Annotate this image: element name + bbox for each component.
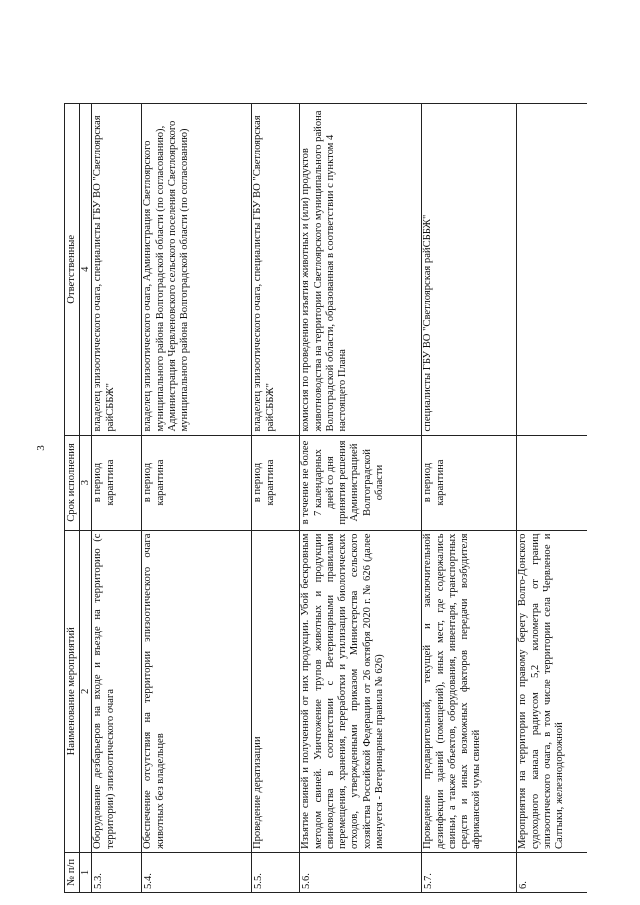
measure-term: в период карантина (252, 435, 300, 530)
measure-name: Изъятие свиней и полученной от них продукции. Убой бескровным методом свиней. Уничтожение трупов животных и продукции свиноводства в соответствии с Ветеринарными правилами перемещения, хранения, переработки и утилизации биологических отходов, утвержденными приказом Министерства сельского хозяйства Российской Федерации от 26 октября 2020 г. № 626 (далее именуется - Ветеринарные правила № 626) (300, 530, 422, 853)
measure-responsible: специалисты ГБУ ВО "Светлоярская райСББЖ" (422, 104, 517, 436)
measure-responsible (517, 104, 587, 436)
measure-name: Мероприятия на территории по правому берегу Волго-Донского судоходного канала радиусом 5,2 километра от границ эпизоотического очага, в том числе территории села Червленое и Салтыки, железнодорожной (517, 530, 587, 853)
header-num: № п/п (65, 853, 80, 893)
column-index: 2 (80, 530, 92, 853)
table-row (252, 104, 300, 893)
measure-name: Проведение предварительной, текущей и заключительной дезинфекции зданий (помещений), иных мест, где содержались свиньи, а также объектов, оборудования, инвентаря, транспортных средств и иных возможных факторов передачи возбудителя африканской чумы свиней (422, 530, 517, 853)
row-number: 5.5. (252, 853, 300, 893)
table-row (142, 104, 252, 893)
table-row (300, 104, 422, 893)
measures-table (64, 103, 587, 893)
header-row (65, 104, 80, 893)
page-number: 3 (34, 445, 47, 451)
header-term: Срок исполнения (65, 435, 80, 530)
column-index: 4 (80, 104, 92, 436)
measure-term: в период карантина (422, 435, 517, 530)
row-number: 5.4. (142, 853, 252, 893)
table-row (422, 104, 517, 893)
row-number: 5.7. (422, 853, 517, 893)
measure-responsible: владелец эпизоотического очага, специалисты ГБУ ВО "Светлоярская райСББЖ" (252, 104, 300, 436)
table-row (92, 104, 142, 893)
measure-responsible: владелец эпизоотического очага, специалисты ГБУ ВО "Светлоярская райСББЖ" (92, 104, 142, 436)
row-number: 6. (517, 853, 587, 893)
measure-name: Обеспечение отсутствия на территории эпизоотического очага животных без владельцев (142, 530, 252, 853)
table-row (517, 104, 587, 893)
row-number: 5.6. (300, 853, 422, 893)
measure-term: в период карантина (142, 435, 252, 530)
measure-term: в период карантина (92, 435, 142, 530)
measure-responsible: владелец эпизоотического очага, Администрация Светлоярского муниципального района Волгоградской области (по согласованию), Администрация Червленовского сельского поселения Светлоярского муниципального района Волгоградской области (по согласованию) (142, 104, 252, 436)
column-index: 1 (80, 853, 92, 893)
header-responsible: Ответственные (65, 104, 80, 436)
measure-name: Оборудование дезбарьеров на входе и въезде на территорию (с территории) эпизоотического очага (92, 530, 142, 853)
measure-term: в течение не более 7 календарных дней со дня принятия решения Администрацией Волгоградской области (300, 435, 422, 530)
column-index-row (80, 104, 92, 893)
measure-responsible: комиссия по проведению изъятия животных и (или) продуктов животноводства на территории Светлоярского муниципального района Волгоградской области, образованная в соответствии с пунктом 4 настоящего Плана (300, 104, 422, 436)
measure-name: Проведение дератизации (252, 530, 300, 853)
column-index: 3 (80, 435, 92, 530)
measure-term (517, 435, 587, 530)
row-number: 5.3. (92, 853, 142, 893)
header-name: Наименование мероприятий (65, 530, 80, 853)
